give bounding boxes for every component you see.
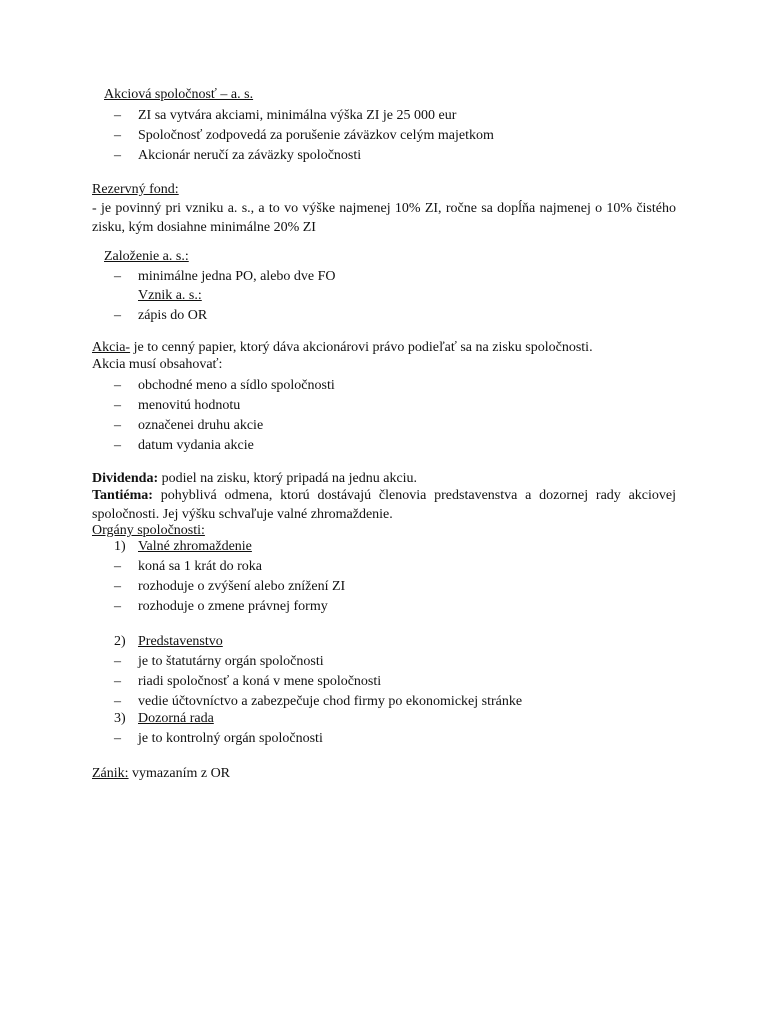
list-item: – datum vydania akcie [114,438,254,453]
list-item: – Akcionár neručí za záväzky spoločnosti [114,148,362,163]
numbered-heading: 1) Valné zhromaždenie [114,539,252,554]
list-item: – koná sa 1 krát do roka [114,559,263,574]
list-item: – Spoločnosť zodpovedá za porušenie záväzkov celým majetkom [114,128,494,143]
section-title: Orgány spoločnosti: [92,523,205,538]
section-title: Akciová spoločnosť – a. s. [104,87,254,102]
numbered-heading: 2) Predstavenstvo [114,634,223,649]
numbered-heading: 3) Dozorná rada [114,711,214,726]
section-list [92,306,676,325]
section-list [92,267,676,286]
list-item: – ZI sa vytvára akciami, minimálna výška ZI je 25 000 eur [114,108,457,123]
section-valne-zhromazdenie [92,537,676,616]
list-item: – obchodné meno a sídlo spoločnosti [114,378,335,393]
section-list [92,652,676,711]
section-definitions [92,469,676,540]
section-zanik [92,764,676,783]
section-dozorna-rada [92,709,676,748]
paragraph: Zánik: vymazaním z OR [92,766,231,781]
list-item: – označenei druhu akcie [114,418,264,433]
paragraph: Dividenda: podiel na zisku, ktorý pripadá na jednu akciu. [92,471,418,486]
list-item: – riadi spoločnosť a koná v mene spoločnosti [114,674,382,689]
section-list [92,106,676,165]
section-akcia [92,338,676,455]
list-item: – rozhoduje o zmene právnej formy [114,599,328,614]
paragraph: Akcia musí obsahovať: [92,357,223,372]
section-list [92,376,676,455]
paragraph: Akcia- je to cenný papier, ktorý dáva akcionárovi právo podieľať sa na zisku spoločnosti. [92,340,593,355]
paragraph: - je povinný pri vzniku a. s., a to vo výške najmenej 10% ZI, ročne sa dopĺňa najmenej o 10% čistého zisku, kým dosiahne minimálne 20% ZI [92,201,676,235]
section-list [92,729,676,748]
section-title: Založenie a. s.: [104,249,189,264]
list-item: – zápis do OR [114,308,208,323]
section-zalozenie [92,247,676,325]
subsection-title: Vznik a. s.: [138,288,202,303]
list-item: – minimálne jedna PO, alebo dve FO [114,269,336,284]
section-list [92,557,676,616]
section-predstavenstvo [92,632,676,711]
section-rezervny-fond [92,180,676,237]
list-item: – menovitú hodnotu [114,398,241,413]
paragraph: Tantiéma: pohyblivá odmena, ktorú dostávajú členovia predstavenstva a dozornej rady akciovej spoločnosti. Jej výšku schvaľuje valné zhromaždenie. [92,488,676,522]
list-item: – je to štatutárny orgán spoločnosti [114,654,324,669]
section-akciova-spolocnost [92,85,676,165]
list-item: – rozhoduje o zvýšení alebo znížení ZI [114,579,346,594]
list-item: – je to kontrolný orgán spoločnosti [114,731,323,746]
section-title: Rezervný fond: [92,182,179,197]
list-item: – vedie účtovníctvo a zabezpečuje chod firmy po ekonomickej stránke [114,694,523,709]
